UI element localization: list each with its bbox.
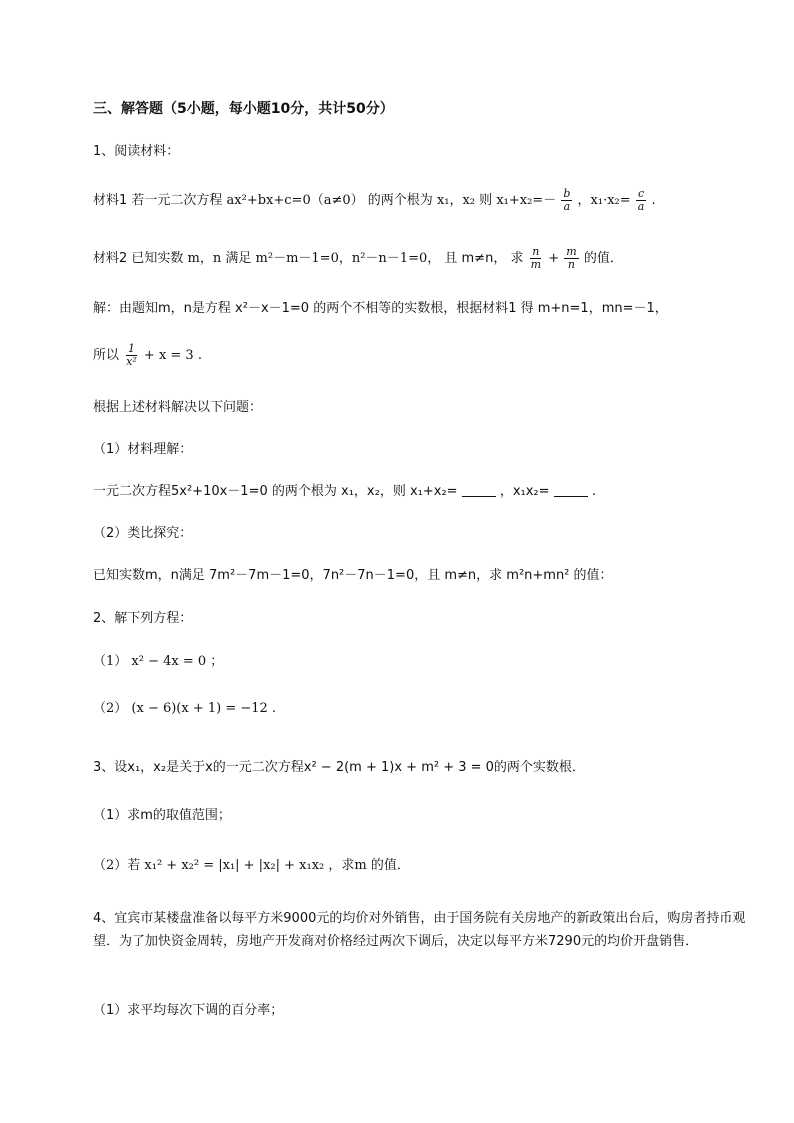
so-fraction — [124, 343, 139, 368]
fraction-denominator: a — [637, 200, 645, 213]
m2-vars: m，n — [187, 251, 222, 266]
answer-blank-product[interactable] — [554, 484, 588, 497]
q1-material-1 — [93, 188, 656, 213]
m1-equation: ax²+bx+c=0（a≠0） — [226, 193, 364, 208]
q4-part1: （1）求平均每次下调的百分率； — [93, 1003, 284, 1018]
q1-part1-text — [93, 482, 596, 502]
q4-text: 4、宜宾市某楼盘准备以每平方米9000元的均价对外销售，由于国务院有关房地产的新政策出台后，购房者持币观望．为了加快资金周转，房地产开发商对价格经过两次下调后，决定以每平方米7290元的均价开盘销售． — [93, 911, 746, 949]
fraction-numerator: m — [566, 245, 577, 258]
q3-title: 3、设x₁，x₂是关于x的一元二次方程x² − 2(m + 1)x + m² + 3 = 0的两个实数根． — [93, 760, 585, 775]
q1-part2-text: 已知实数m，n满足 7m²－7m－1=0，7n²－7n－1=0，且 m≠n，求 m²n+mn² 的值： — [93, 568, 613, 583]
fraction-denominator: m — [530, 258, 542, 271]
fraction-denominator: a — [563, 200, 571, 213]
q2-part1: （1） x² − 4x = 0 ； — [93, 654, 224, 669]
q3-part1: （1）求m的取值范围； — [93, 808, 231, 823]
m1-roots: x₁，x₂ — [436, 193, 476, 208]
q1-solution: 解：由题知m，n是方程 x²－x－1=0 的两个不相等的实数根，根据材料1 得 m+n=1，mn=－1， — [93, 301, 668, 316]
fraction-numerator: 1 — [127, 342, 135, 355]
so-prefix: 所以 — [93, 348, 120, 363]
q1-part1-label: （1）材料理解： — [93, 442, 193, 457]
m1-end: . — [651, 193, 656, 208]
p1-end: . — [591, 484, 596, 499]
section-heading: 三、解答题（5小题，每小题10分，共计50分） — [93, 101, 394, 117]
fraction-numerator: b — [563, 187, 571, 200]
answer-blank-sum[interactable] — [462, 484, 496, 497]
fraction-denominator: n — [567, 258, 576, 271]
m2-equations: m²－m－1=0，n²－n－1=0， — [255, 251, 441, 266]
q2-title: 2、解下列方程： — [93, 611, 193, 626]
m1-prod-fraction — [636, 188, 647, 213]
p1-text: 一元二次方程5x²+10x－1=0 的两个根为 x₁，x₂，则 x₁+x₂= — [93, 484, 458, 499]
q1-conclusion — [93, 343, 202, 368]
fraction-denominator: x² — [126, 355, 137, 368]
p1-sep: ，x₁x₂= — [499, 484, 550, 499]
q1-material-2 — [93, 246, 623, 271]
q1-instruction: 根据上述材料解决以下问题： — [93, 400, 263, 415]
m1-sum-lhs: x₁+x₂=－ — [496, 193, 557, 208]
m1-prefix: 材料1 若一元二次方程 — [93, 193, 223, 208]
m2-fraction-1 — [529, 246, 543, 271]
m2-prefix: 材料2 已知实数 — [93, 251, 184, 266]
q2-part2: （2） (x − 6)(x + 1) = −12 . — [93, 701, 277, 716]
m1-prod-lhs: ，x₁·x₂= — [577, 193, 631, 208]
m2-mid: 满足 — [225, 251, 252, 266]
fraction-numerator: c — [637, 187, 645, 200]
m2-plus: + — [548, 251, 560, 266]
q3-part2: （2）若 x₁² + x₂² = |x₁| + |x₂| + x₁x₂ ，求m 的值． — [93, 858, 410, 873]
m1-mid: 的两个根为 — [367, 193, 433, 208]
so-rest: + x = 3 . — [143, 348, 202, 363]
m2-condition: 且 m≠n， — [444, 251, 507, 266]
m2-fraction-2 — [564, 246, 578, 271]
q1-part2-label: （2）类比探究： — [93, 526, 193, 541]
fraction-numerator: n — [532, 245, 540, 258]
m2-end: 的值． — [583, 251, 623, 266]
m1-then: 则 — [479, 193, 493, 208]
q1-title: 1、阅读材料： — [93, 144, 180, 159]
m2-ask: 求 — [510, 251, 524, 266]
m1-sum-fraction — [561, 188, 572, 213]
